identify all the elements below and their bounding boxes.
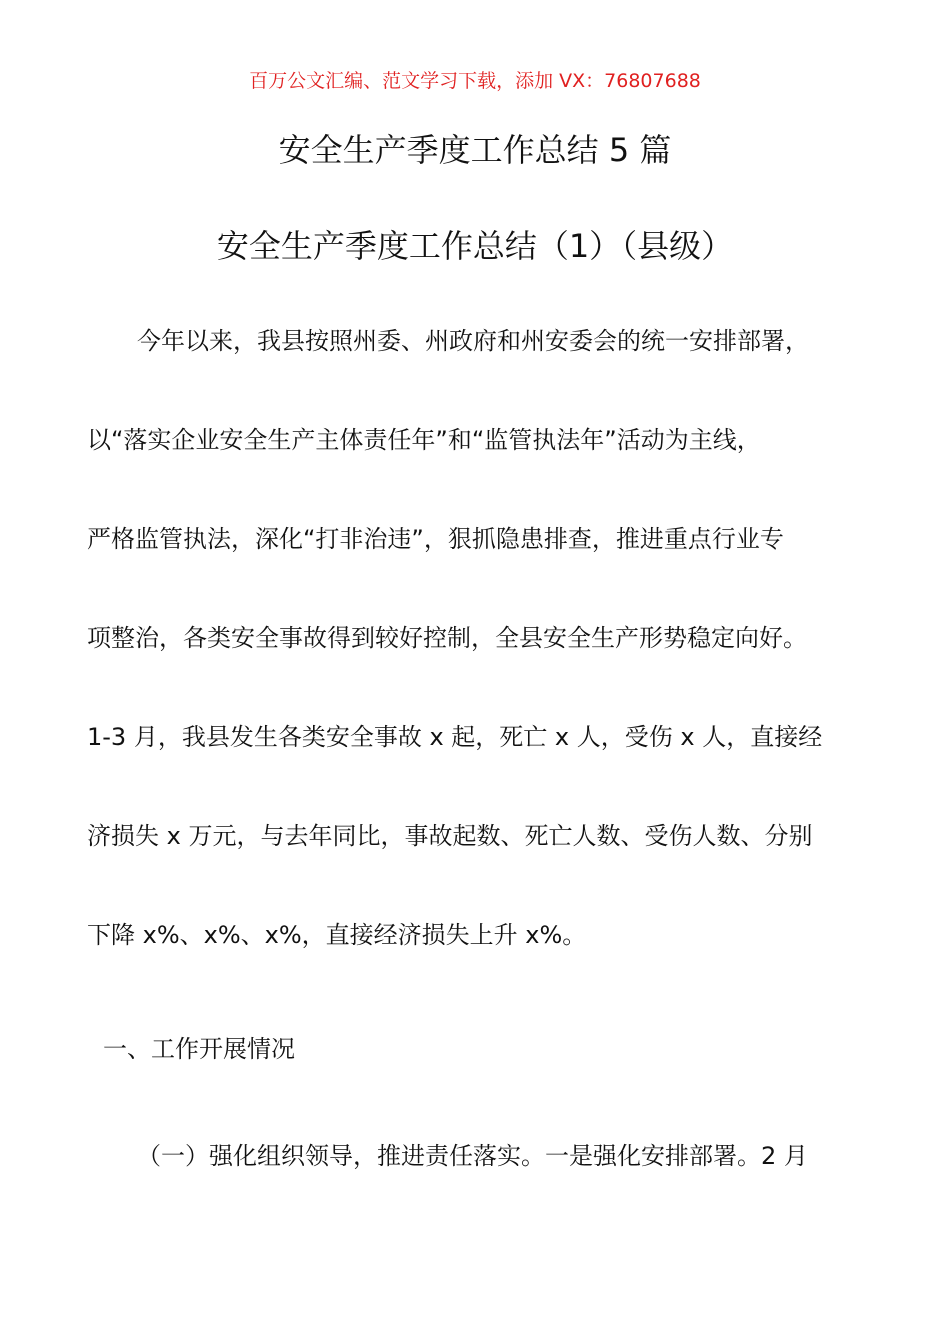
document-subtitle: 安全生产季度工作总结（1）（县级） bbox=[216, 227, 734, 265]
paragraph-line: 以“落实企业安全生产主体责任年”和“监管执法年”活动为主线， bbox=[87, 426, 761, 454]
paragraph-line: （一）强化组织领导，推进责任落实。一是强化安排部署。2 月 bbox=[137, 1142, 808, 1170]
paragraph-line: 项整治，各类安全事故得到较好控制，全县安全生产形势稳定向好。 bbox=[87, 624, 807, 652]
watermark-header: 百万公文汇编、范文学习下载，添加 VX：76807688 bbox=[249, 70, 701, 92]
document-title: 安全生产季度工作总结 5 篇 bbox=[278, 131, 672, 169]
paragraph-line: 下降 x%、x%、x%，直接经济损失上升 x%。 bbox=[87, 921, 587, 949]
paragraph-line: 今年以来，我县按照州委、州政府和州安委会的统一安排部署， bbox=[137, 327, 809, 355]
section-heading: 一、工作开展情况 bbox=[103, 1035, 295, 1063]
paragraph-line: 济损失 x 万元，与去年同比，事故起数、死亡人数、受伤人数、分别 bbox=[87, 822, 813, 850]
paragraph-line: 严格监管执法，深化“打非治违”，狠抓隐患排查，推进重点行业专 bbox=[87, 525, 784, 553]
paragraph-line: 1-3 月，我县发生各类安全事故 x 起，死亡 x 人，受伤 x 人，直接经 bbox=[87, 723, 823, 751]
